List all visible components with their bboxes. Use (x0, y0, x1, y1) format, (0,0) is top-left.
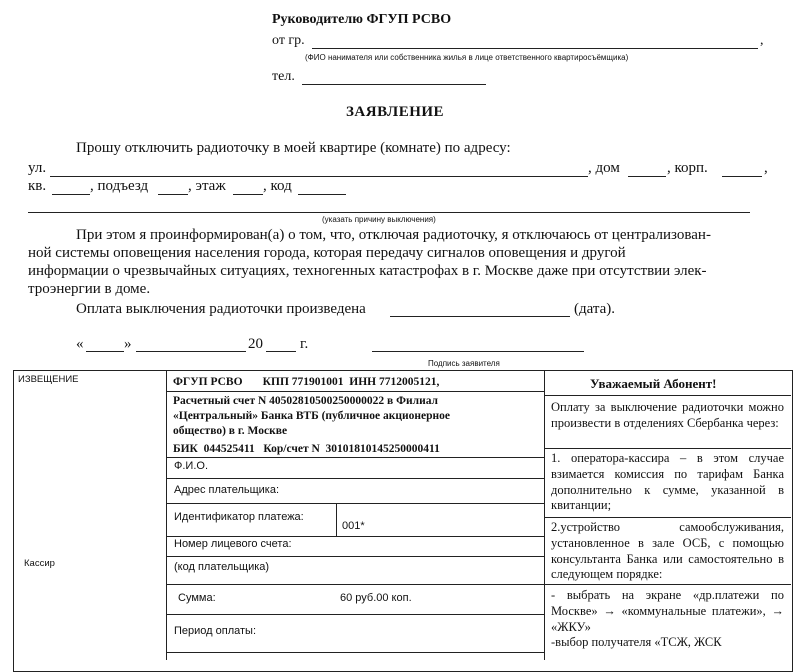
bik-line: БИК 044525411 Кор/счет N 30101810145250000411 (173, 443, 440, 455)
intro-separator (544, 448, 791, 449)
floor-label: , этаж (188, 178, 226, 194)
cashier-label: Кассир (24, 558, 55, 569)
date-close-quote: » (124, 336, 132, 352)
signature-field[interactable] (372, 351, 584, 352)
sum-separator (166, 614, 544, 615)
org-line: ФГУП РСВО КПП 771901001 ИНН 7712005121, (173, 376, 440, 388)
floor-field[interactable] (233, 194, 263, 195)
apt-label: кв. (28, 178, 47, 194)
payment-id-divider (336, 503, 337, 536)
bank-line-1: Расчетный счет N 40502810500250000022 в Филиал (173, 395, 439, 407)
account-separator (166, 556, 544, 557)
street-label: ул. (28, 160, 47, 176)
item2-text: 2.устройство самообслуживания, установленное в зале ОСБ, с помощью консультанта Банка или самостоятельно в следующем порядке: (551, 520, 784, 582)
from-caption: (ФИО нанимателя или собственника жилья в лице ответственного квартиросъёмщика) (305, 53, 629, 62)
subscriber-heading: Уважаемый Абонент! (590, 376, 717, 391)
sum-value: 60 руб.00 коп. (340, 592, 412, 604)
reason-field[interactable] (28, 212, 750, 213)
reason-caption: (указать причину выключения) (322, 215, 436, 224)
intro-text: Оплату за выключение радиоточки можно произвести в отделениях Сбербанка через: (551, 400, 784, 430)
payment-id-separator (166, 536, 544, 537)
org-separator (166, 391, 544, 392)
step1-text: - выбрать на экране «др.платежи по Москве» → «коммунальные платежи», → «ЖКУ» (551, 588, 784, 634)
street-field[interactable] (50, 176, 588, 177)
bik-separator (166, 457, 544, 458)
info-line-4: троэнергии в доме. (28, 281, 151, 297)
building-label: , корп. (667, 160, 708, 176)
item1-separator (544, 517, 791, 518)
subscriber-item2 (551, 520, 784, 583)
step2-text: -выбор получателя «ТСЖ, ЖСК (551, 635, 722, 650)
subscriber-code-label: (код плательщика) (174, 561, 270, 573)
payment-date-suffix: (дата). (574, 301, 616, 317)
apt-field[interactable] (52, 194, 90, 195)
year-suffix: г. (300, 336, 309, 352)
building-field[interactable] (722, 176, 762, 177)
period-label: Период оплаты: (174, 625, 257, 637)
payment-date-field[interactable] (390, 316, 570, 317)
from-label: от гр. (272, 33, 305, 48)
item2-separator (544, 584, 791, 585)
code-separator (166, 584, 544, 585)
entrance-field[interactable] (158, 194, 188, 195)
subscriber-steps (551, 588, 784, 651)
year-field[interactable] (266, 351, 296, 352)
period-separator (166, 652, 544, 653)
phone-label: тел. (272, 69, 295, 84)
fio-separator (166, 478, 544, 479)
subscriber-intro (551, 400, 784, 432)
bank-line-3: общество) в г. Москве (173, 425, 288, 437)
from-trailing-comma: , (760, 33, 764, 48)
subscriber-item1 (551, 451, 784, 514)
info-line-3: информации о чрезвычайных ситуациях, техногенных катастрофах в г. Москве даже при отсутствии элек- (28, 263, 707, 279)
entrance-label: , подъезд (90, 178, 149, 194)
bank-line-2: «Центральный» Банка ВТБ (публичное акционерное (173, 410, 450, 422)
phone-field[interactable] (302, 84, 486, 85)
request-text: Прошу отключить радиоточку в моей квартире (комнате) по адресу: (76, 140, 511, 156)
recipient: Руководителю ФГУП РСВО (272, 12, 452, 27)
house-label: , дом (588, 160, 620, 176)
address-separator (166, 503, 544, 504)
sum-label: Сумма: (178, 592, 216, 604)
receipt-divider-left (166, 370, 167, 660)
fio-label: Ф.И.О. (174, 460, 208, 472)
item1-text: 1. оператора-кассира – в этом случае взимается комиссия по тарифам Банка дополнительно к сумме, указанной в квитанции; (551, 451, 784, 513)
house-field[interactable] (628, 176, 666, 177)
code-field[interactable] (298, 194, 346, 195)
payer-address-label: Адрес плательщика: (174, 484, 280, 496)
heading-separator (544, 395, 791, 396)
receipt-divider-right (544, 370, 545, 660)
account-label: Номер лицевого счета: (174, 538, 292, 550)
notice-label: ИЗВЕЩЕНИЕ (18, 374, 79, 385)
from-name-field[interactable] (312, 48, 758, 49)
info-line-1: При этом я проинформирован(а) о том, что, отключая радиоточку, я отключаюсь от централизован- (76, 227, 711, 243)
year-prefix: 20 (248, 336, 263, 352)
payment-id-value: 001* (342, 520, 365, 532)
signature-caption: Подпись заявителя (428, 359, 500, 368)
address-trailing-comma: , (764, 160, 768, 176)
info-line-2: ной системы оповещения населения города, которая передачу сигналов оповещения и другой (28, 245, 626, 261)
code-label: , код (263, 178, 292, 194)
payment-id-label: Идентификатор платежа: (174, 511, 304, 523)
document-title: ЗАЯВЛЕНИЕ (346, 104, 445, 120)
date-open-quote: « (76, 336, 84, 352)
day-field[interactable] (86, 351, 124, 352)
month-field[interactable] (136, 351, 246, 352)
payment-label: Оплата выключения радиоточки произведена (76, 301, 366, 317)
